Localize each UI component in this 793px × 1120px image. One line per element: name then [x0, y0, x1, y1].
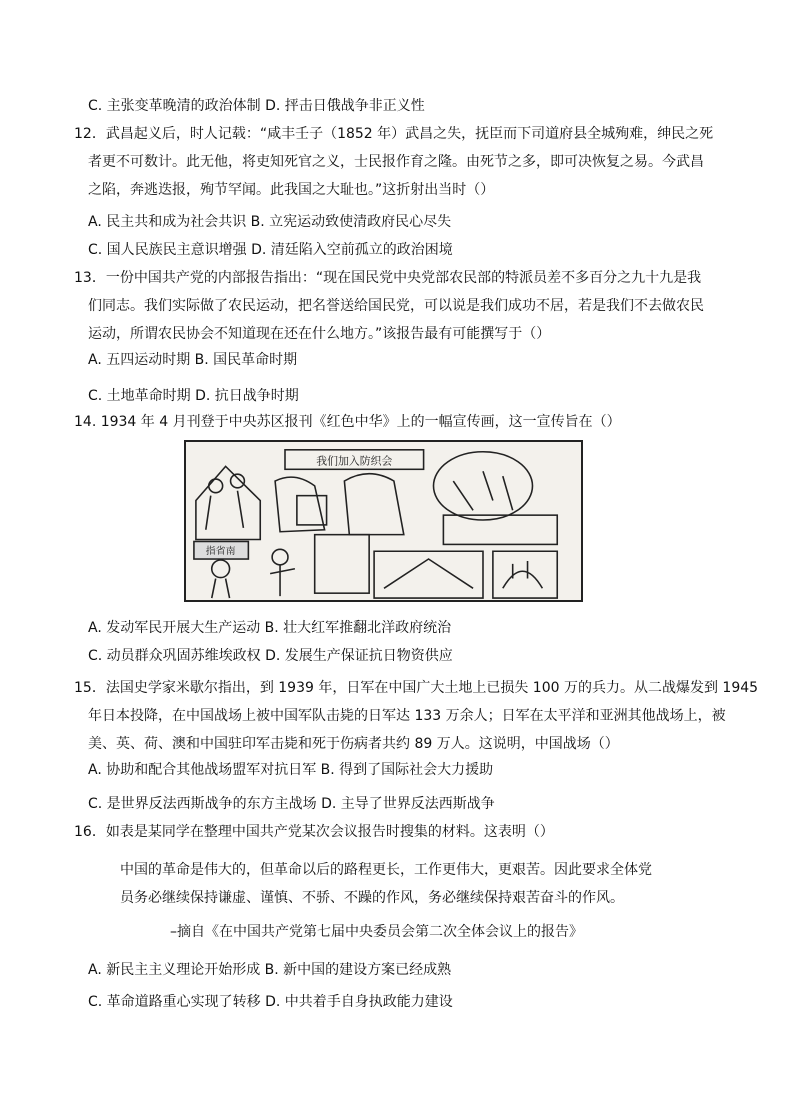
cartoon-sign-text: 指省南: [205, 546, 236, 558]
q13-options-cd: C. 土地革命时期 D. 抗日战争时期: [88, 388, 299, 404]
q14-options-cd: C. 动员群众巩固苏维埃政权 D. 发展生产保证抗日物资供应: [88, 648, 453, 664]
q11-options-cd: C. 主张变革晚清的政治体制 D. 抨击日俄战争非正义性: [88, 98, 425, 114]
q15-stem-line2: 年日本投降，在中国战场上被中国军队击毙的日军达 133 万余人；日军在太平洋和亚洲其他战场上，被: [88, 708, 726, 724]
q12-options-ab: A. 民主共和成为社会共识 B. 立宪运动致使清政府民心尽失: [88, 214, 452, 230]
q15-stem-line1: 15．法国史学家米歇尔指出，到 1939 年，日军在中国广大土地上已损失 100 万的兵力。从二战爆发到 1945: [74, 680, 759, 696]
q16-quote-line2: 员务必继续保持谦虚、谨慎、不骄、不躁的作风，务必继续保持艰苦奋斗的作风。: [120, 890, 624, 906]
q14-stem: 14. 1934 年 4 月刊登于中央苏区报刊《红色中华》上的一幅宣传画，这一宣传旨在（）: [74, 414, 621, 430]
q12-stem-line2: 者更不可数计。此无他，将吏知死官之义，士民报作育之隆。由死节之多，即可决恢复之易。今武昌: [88, 154, 704, 170]
propaganda-cartoon-drawing: [186, 442, 581, 600]
q13-stem-line2: 们同志。我们实际做了农民运动，把名誉送给国民党，可以说是我们成功不居，若是我们不去做农民: [88, 298, 704, 314]
q15-options-ab: A. 协助和配合其他战场盟军对抗日军 B. 得到了国际社会大力援助: [88, 762, 494, 778]
q14-options-ab: A. 发动军民开展大生产运动 B. 壮大红军推翻北洋政府统治: [88, 620, 452, 636]
q15-options-cd: C. 是世界反法西斯战争的东方主战场 D. 主导了世界反法西斯战争: [88, 796, 495, 812]
q12-stem-line3: 之陷，奔逃迭报，殉节罕闻。此我国之大耻也。”这折射出当时（）: [88, 182, 495, 198]
q15-stem-line3: 美、英、荷、澳和中国驻印军击毙和死于伤病者共约 89 万人。这说明，中国战场（）: [88, 736, 619, 752]
q13-options-ab: A. 五四运动时期 B. 国民革命时期: [88, 352, 298, 368]
q16-stem: 16．如表是某同学在整理中国共产党某次会议报告时搜集的材料。这表明（）: [74, 824, 554, 840]
q16-options-ab: A. 新民主主义理论开始形成 B. 新中国的建设方案已经成熟: [88, 962, 452, 978]
q16-quote-source: –摘自《在中国共产党第七届中央委员会第二次全体会议上的报告》: [170, 924, 583, 940]
propaganda-cartoon: [184, 440, 583, 602]
q13-stem-line1: 13．一份中国共产党的内部报告指出：“现在国民党中央党部农民部的特派员差不多百分之九十九是我: [74, 270, 702, 286]
q12-options-cd: C. 国人民族民主意识增强 D. 清廷陷入空前孤立的政治困境: [88, 242, 453, 258]
q16-quote-line1: 中国的革命是伟大的，但革命以后的路程更长，工作更伟大，更艰苦。因此要求全体党: [120, 862, 652, 878]
cartoon-banner-text: 我们加入防织会: [316, 454, 393, 468]
q13-stem-line3: 运动，所谓农民协会不知道现在还在什么地方。”该报告最有可能撰写于（）: [88, 326, 551, 342]
q12-stem-line1: 12．武昌起义后，时人记载：“咸丰壬子（1852 年）武昌之失，抚臣而下司道府县全城殉难，绅民之死: [74, 126, 714, 142]
q16-options-cd: C. 革命道路重心实现了转移 D. 中共着手自身执政能力建设: [88, 994, 453, 1010]
